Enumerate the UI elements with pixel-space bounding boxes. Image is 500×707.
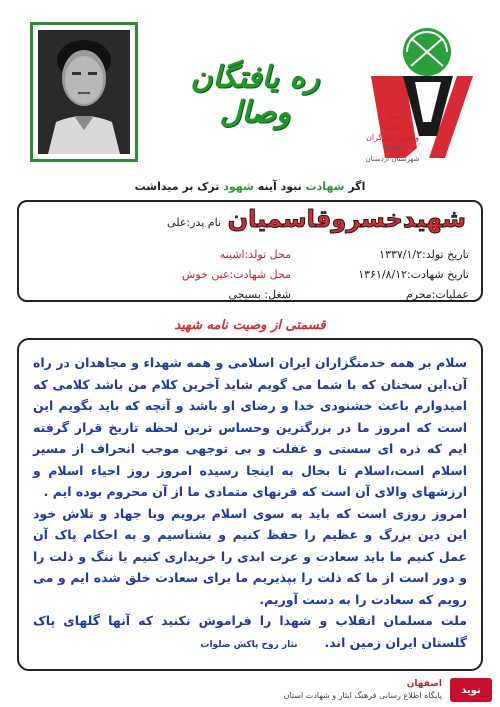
quote-highlight-1: شهادت xyxy=(305,180,345,193)
footer-text xyxy=(284,679,442,701)
closing-line: نثار روح پاکش صلوات xyxy=(200,640,298,650)
birth-place: محل تولد:اشینه xyxy=(219,248,291,261)
foundation-name xyxy=(345,110,440,165)
occupation: شغل: بسیجی xyxy=(228,288,291,301)
birth-date: تاریخ تولد:۱۳۳۷/۱/۲ xyxy=(379,248,469,261)
org-line3: و امور ایثارگران xyxy=(366,133,419,142)
footer-line1: پایگاه اطلاع رسانی فرهنگ ایثار و شهادت استان xyxy=(283,691,442,700)
will-section-title: قسمتی از وصیت نامه شهید xyxy=(174,318,326,333)
quote-part-2: نبود آینه xyxy=(253,180,306,193)
will-paragraph-3: ملت مسلمان انقلاب و شهدا را فراموش نکنید که آنها گلهای پاک گلستان ایران زمین اند. xyxy=(33,613,467,650)
operation: عملیات:محرم xyxy=(405,288,469,301)
martyr-name: شهیدخسروقاسمیان xyxy=(227,205,466,233)
portrait-photo-frame xyxy=(30,22,138,162)
navid-logo: نوید xyxy=(450,678,492,702)
quote-part-1: اگر xyxy=(344,180,366,193)
will-paragraph-1: سلام بر همه خدمتگزاران ایران اسلامی و همه شهداء و مجاهدان در راه آن.این سخنان که با شما می گویم شاید آخرین کلام من باشد کلامی که امیدوارم باعث خشنودی خدا و رضای او باشد و آنچه که باید بگویم این است که امروز ما در بزرگترین وحساس ترین لحظه تاریخ قرار گرفته ایم که ذره ای سستی و غفلت و بی توجهی موجب انحراف از مسیر اسلام است،اسلام تا بحال به اینجا رسیده امروز روز احیاء اسلام و ارزشهای والای آن است که قرنهای متمادی ما از آن محروم بوده ایم . xyxy=(33,355,467,499)
org-year: ۱۳۵۸ xyxy=(384,144,401,152)
org-province: شهرستان اردستان xyxy=(365,155,420,163)
header-quote xyxy=(60,180,440,193)
footer-brand xyxy=(284,676,492,704)
portrait-photo xyxy=(38,30,130,154)
quote-highlight-2: شهود xyxy=(223,180,254,193)
martyrdom-place: محل شهادت:عین خوش xyxy=(181,268,291,281)
quote-part-3: ترک بر میداشت xyxy=(134,180,224,193)
profile-info-box xyxy=(17,200,483,302)
martyrdom-date: تاریخ شهادت:۱۳۶۱/۸/۱۲ xyxy=(358,268,469,281)
father-name: نام پدر:علی xyxy=(167,216,221,229)
will-paragraph-2: امروز روزی است که باید به سوی اسلام برویم وبا جهاد و تلاش خود این دین بزرگ و عظیم را حفظ کنیم و بشناسیم و به احکام پاک آن عمل کنیم ما باید سعادت و عزت ابدی را خریداری کنیم یا ننگ و ذلت را و دور است از ما که ذلت را بپذیریم ما برای سعادت خلق شده ایم و می رویم که سعادت را به دست آوریم. xyxy=(33,505,467,607)
org-line1: بنیاد xyxy=(385,111,400,120)
will-text-box xyxy=(17,338,483,671)
will-text xyxy=(33,352,467,653)
org-line2: شهید xyxy=(383,122,401,131)
slogan: ره یافتگان وصال xyxy=(190,60,320,130)
footer-city: اصفهان xyxy=(406,679,442,689)
